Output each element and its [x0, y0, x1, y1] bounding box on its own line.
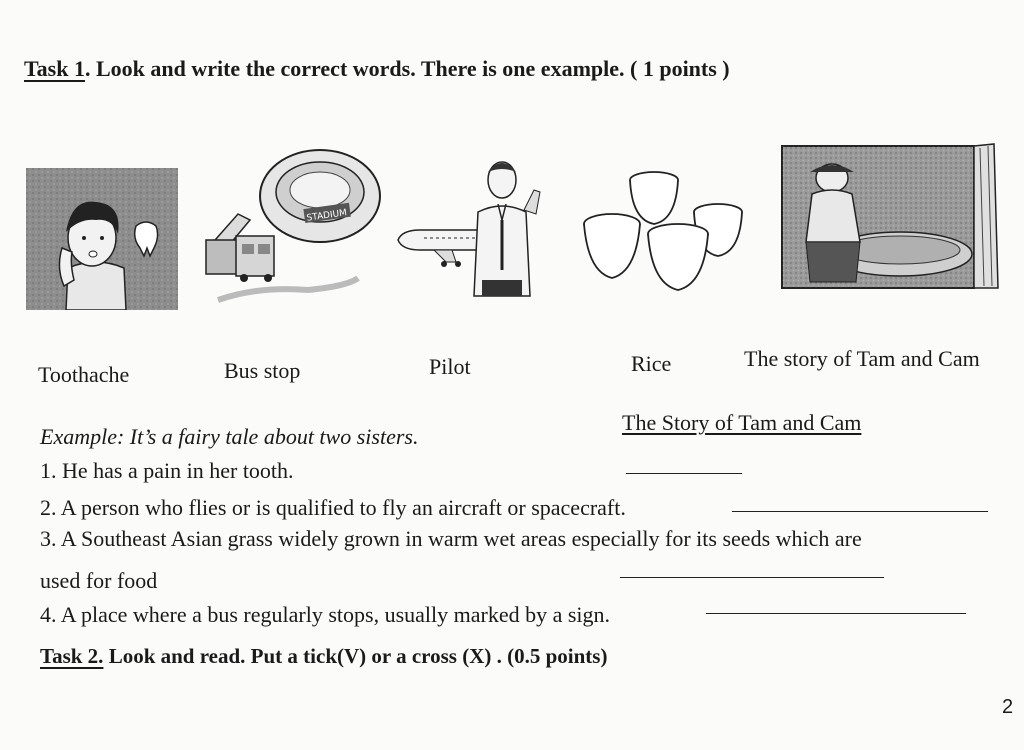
word-rice: Rice: [631, 351, 672, 376]
answer-blank-1[interactable]: [626, 472, 742, 474]
question-2: 2. A person who flies or is qualified to fly an aircraft or spacecraft.: [40, 495, 626, 520]
answer-blank-4[interactable]: [706, 612, 966, 614]
word-pilot: Pilot: [429, 354, 471, 379]
question-3: 3. A Southeast Asian grass widely grown in warm wet areas especially for its seeds which are: [40, 526, 862, 551]
task2-heading: [40, 644, 607, 669]
word-bus-stop: Bus stop: [224, 358, 301, 383]
task2-label: Task 2.: [40, 644, 104, 668]
word-toothache: Toothache: [38, 362, 130, 387]
task1-label: Task 1: [24, 56, 85, 81]
task2-instructions: Look and read. Put a tick(V) or a cross (X) . (0.5 points): [103, 644, 608, 668]
example-answer: The Story of Tam and Cam: [622, 410, 862, 435]
pilot-airplane-icon: [394, 150, 554, 300]
question-3-continued: used for food: [40, 568, 158, 593]
word-story-tam-cam: The story of Tam and Cam: [744, 346, 980, 371]
page-number: 2: [1002, 696, 1014, 718]
bus-stop-stadium-icon: [198, 140, 384, 308]
task1-instructions: . Look and write the correct words. There is one example. ( 1 points ): [84, 56, 730, 81]
answer-blank-3[interactable]: [620, 576, 884, 578]
tam-cam-story-icon: [780, 142, 1002, 292]
boy-toothache-icon: [26, 168, 178, 310]
example-question: Example: It’s a fairy tale about two sisters.: [40, 424, 419, 449]
question-1: 1. He has a pain in her tooth.: [40, 458, 294, 483]
svg-text:STADIUM: STADIUM: [306, 208, 348, 224]
question-4: 4. A place where a bus regularly stops, usually marked by a sign.: [40, 602, 611, 627]
task1-heading: [24, 56, 730, 82]
rice-bowls-icon: [582, 168, 746, 294]
answer-blank-2[interactable]: [732, 510, 988, 512]
